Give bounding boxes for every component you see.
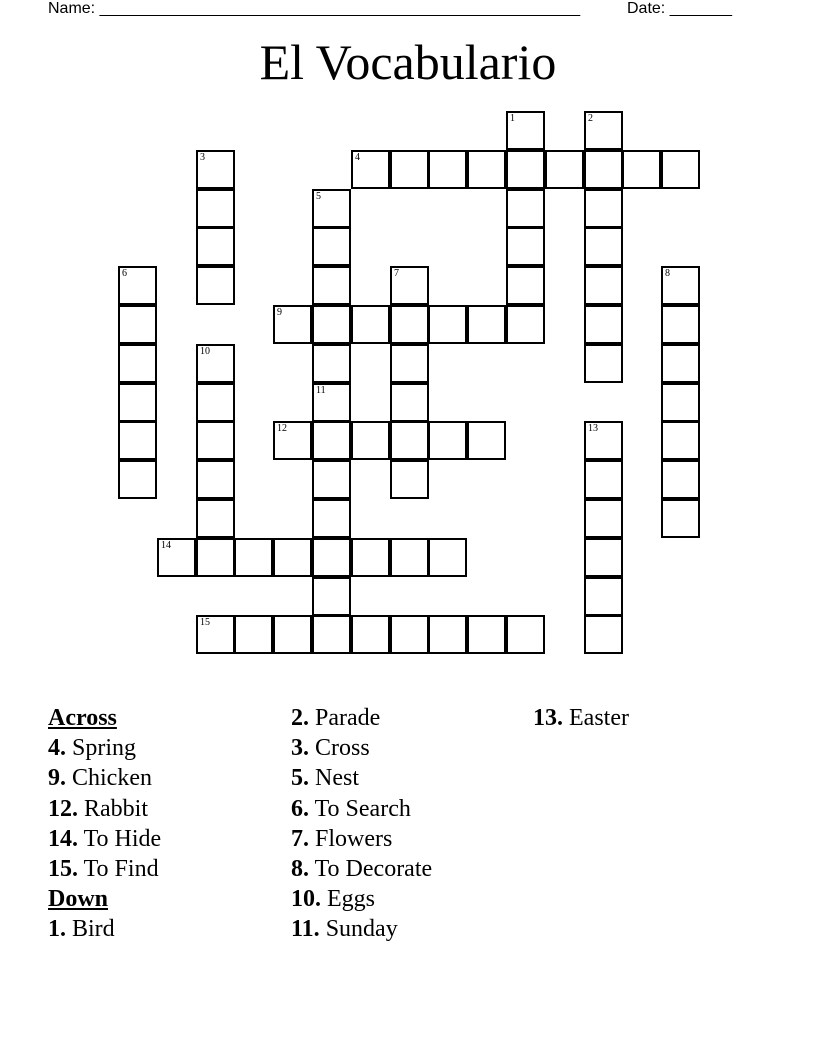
grid-cell[interactable] <box>584 344 623 383</box>
grid-cell[interactable] <box>428 305 467 344</box>
grid-cell[interactable] <box>584 421 623 460</box>
name-field: Name: ______________________________________________________ <box>48 0 581 17</box>
clue-item: 7. Flowers <box>291 825 393 852</box>
grid-cell[interactable] <box>584 615 623 654</box>
clue-item: 1. Bird <box>48 916 115 943</box>
grid-cell[interactable] <box>118 421 157 460</box>
grid-cell[interactable] <box>273 421 312 460</box>
clues-column-2 <box>291 703 432 945</box>
grid-cell[interactable] <box>351 150 390 189</box>
clue-item: 13. Easter <box>533 705 629 731</box>
clue-number: 14 <box>161 540 171 551</box>
clue-item: 14. To Hide <box>48 825 162 852</box>
grid-cell[interactable] <box>584 266 623 305</box>
clue-item: 5. Nest <box>291 765 359 792</box>
grid-cell[interactable] <box>467 615 506 654</box>
grid-cell[interactable] <box>661 421 700 460</box>
grid-cell[interactable] <box>661 460 700 499</box>
grid-cell[interactable] <box>312 383 351 422</box>
grid-cell[interactable] <box>312 538 351 577</box>
clue-item: 12. Rabbit <box>48 795 148 822</box>
grid-cell[interactable] <box>312 266 351 305</box>
clue-number: 5 <box>316 191 321 202</box>
grid-cell[interactable] <box>196 227 235 266</box>
grid-cell[interactable] <box>312 499 351 538</box>
clue-item: 9. Chicken <box>48 765 152 792</box>
clue-item: 8. To Decorate <box>291 856 433 883</box>
clue-item: 15. To Find <box>48 856 159 883</box>
grid-cell[interactable] <box>118 305 157 344</box>
grid-cell[interactable] <box>196 615 235 654</box>
grid-cell[interactable] <box>545 150 584 189</box>
clue-number: 10 <box>200 346 210 357</box>
grid-cell[interactable] <box>584 150 623 189</box>
clues-column-1 <box>48 703 161 945</box>
grid-cell[interactable] <box>312 615 351 654</box>
clue-number: 3 <box>200 152 205 163</box>
clue-item: 6. To Search <box>291 795 411 822</box>
grid-cell[interactable] <box>312 421 351 460</box>
clue-number: 4 <box>355 152 360 163</box>
grid-cell[interactable] <box>196 421 235 460</box>
grid-cell[interactable] <box>584 577 623 616</box>
grid-cell[interactable] <box>312 305 351 344</box>
clue-number: 11 <box>316 385 326 396</box>
grid-cell[interactable] <box>390 383 429 422</box>
grid-cell[interactable] <box>428 150 467 189</box>
grid-cell[interactable] <box>428 615 467 654</box>
grid-cell[interactable] <box>584 538 623 577</box>
grid-cell[interactable] <box>273 305 312 344</box>
grid-cell[interactable] <box>467 421 506 460</box>
grid-cell[interactable] <box>584 499 623 538</box>
grid-cell[interactable] <box>196 499 235 538</box>
clue-item: 10. Eggs <box>291 886 375 913</box>
grid-cell[interactable] <box>390 538 429 577</box>
grid-cell[interactable] <box>622 150 661 189</box>
across-heading: Across <box>48 705 117 731</box>
grid-cell[interactable] <box>118 383 157 422</box>
grid-cell[interactable] <box>118 344 157 383</box>
grid-cell[interactable] <box>661 305 700 344</box>
grid-cell[interactable] <box>157 538 196 577</box>
clue-number: 7 <box>394 268 399 279</box>
grid-cell[interactable] <box>506 227 545 266</box>
grid-cell[interactable] <box>196 538 235 577</box>
grid-cell[interactable] <box>584 189 623 228</box>
grid-cell[interactable] <box>506 305 545 344</box>
grid-cell[interactable] <box>312 460 351 499</box>
grid-cell[interactable] <box>390 615 429 654</box>
grid-cell[interactable] <box>506 150 545 189</box>
clue-number: 1 <box>510 113 515 124</box>
grid-cell[interactable] <box>118 266 157 305</box>
grid-cell[interactable] <box>196 344 235 383</box>
grid-cell[interactable] <box>661 383 700 422</box>
grid-cell[interactable] <box>661 499 700 538</box>
grid-cell[interactable] <box>390 266 429 305</box>
grid-cell[interactable] <box>351 305 390 344</box>
grid-cell[interactable] <box>661 266 700 305</box>
grid-cell[interactable] <box>312 189 351 228</box>
grid-cell[interactable] <box>584 227 623 266</box>
grid-cell[interactable] <box>351 615 390 654</box>
grid-cell[interactable] <box>428 538 467 577</box>
grid-cell[interactable] <box>312 227 351 266</box>
clue-number: 9 <box>277 307 282 318</box>
grid-cell[interactable] <box>506 189 545 228</box>
clue-number: 6 <box>122 268 127 279</box>
grid-cell[interactable] <box>467 150 506 189</box>
grid-cell[interactable] <box>584 460 623 499</box>
grid-cell[interactable] <box>661 344 700 383</box>
grid-cell[interactable] <box>584 111 623 150</box>
date-field: Date: _______ <box>627 0 732 17</box>
grid-cell[interactable] <box>196 266 235 305</box>
grid-cell[interactable] <box>196 383 235 422</box>
clue-item: 3. Cross <box>291 735 370 762</box>
grid-cell[interactable] <box>661 150 700 189</box>
grid-cell[interactable] <box>196 460 235 499</box>
grid-cell[interactable] <box>428 421 467 460</box>
grid-cell[interactable] <box>467 305 506 344</box>
grid-cell[interactable] <box>351 538 390 577</box>
clues-column-3 <box>533 703 629 733</box>
grid-cell[interactable] <box>196 189 235 228</box>
clue-number: 8 <box>665 268 670 279</box>
grid-cell[interactable] <box>118 460 157 499</box>
grid-cell[interactable] <box>390 460 429 499</box>
grid-cell[interactable] <box>312 344 351 383</box>
grid-cell[interactable] <box>390 150 429 189</box>
grid-cell[interactable] <box>506 111 545 150</box>
clue-item: 2. Parade <box>291 705 381 731</box>
grid-cell[interactable] <box>351 421 390 460</box>
grid-cell[interactable] <box>234 538 273 577</box>
clue-item: 4. Spring <box>48 735 137 762</box>
grid-cell[interactable] <box>196 150 235 189</box>
grid-cell[interactable] <box>234 615 273 654</box>
grid-cell[interactable] <box>506 266 545 305</box>
down-heading: Down <box>48 886 109 913</box>
grid-cell[interactable] <box>273 538 312 577</box>
grid-cell[interactable] <box>312 577 351 616</box>
clue-number: 2 <box>588 113 593 124</box>
page-title: El Vocabulario <box>259 34 557 90</box>
grid-cell[interactable] <box>506 615 545 654</box>
grid-cell[interactable] <box>273 615 312 654</box>
clue-number: 12 <box>277 423 287 434</box>
clue-number: 13 <box>588 423 598 434</box>
grid-cell[interactable] <box>584 305 623 344</box>
clue-item: 11. Sunday <box>291 916 398 943</box>
grid-cell[interactable] <box>390 344 429 383</box>
clue-number: 15 <box>200 617 210 628</box>
grid-cell[interactable] <box>390 305 429 344</box>
grid-cell[interactable] <box>390 421 429 460</box>
